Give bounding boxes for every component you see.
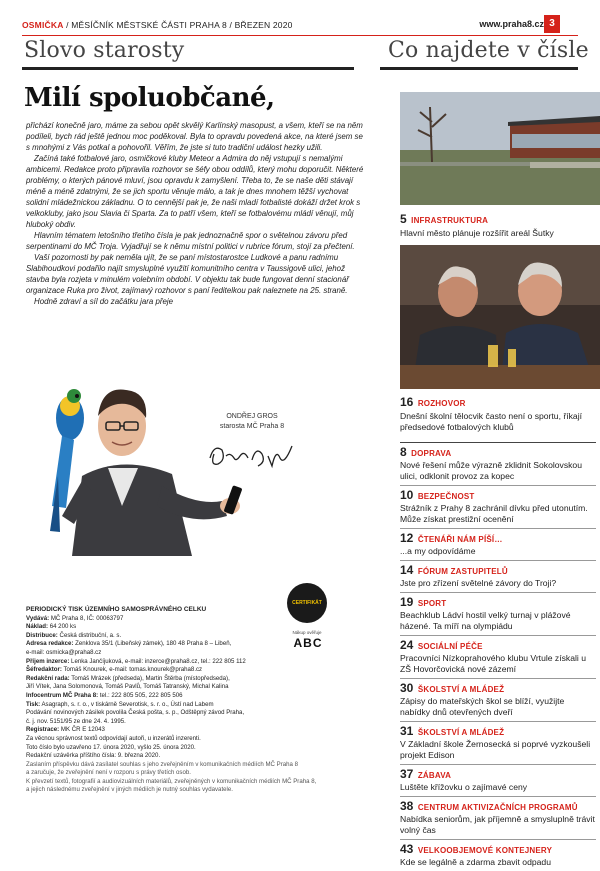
imprint-note: K převzetí textů, fotografií a audiovizuálních materiálů, zveřejněných v komunikačních médiích MČ Praha 8, — [26, 777, 317, 785]
toc-text: Beachklub Ládví hostil velký turnaj v plážové házené. Ta míří na olympiádu — [400, 610, 571, 631]
toc-item[interactable] — [400, 592, 596, 635]
page-number: 3 — [544, 15, 560, 33]
imprint-line: Distribuce: Česká distribuční, a. s. — [26, 631, 122, 639]
editorial-paragraph: Hlavním tématem letošního třetího čísla je pak jednoznačně spor o světelnou závoru před serpentinami do MČ Troja. Vyjadřují se k němu místní politici v rubrice fórum, stojí za přečtení. — [26, 231, 355, 251]
toc-text: Strážník z Prahy 8 zachránil dívku před utonutím. Může získat prestižní ocenění — [400, 503, 588, 524]
imprint-line: Příjem inzerce: Lenka Jančíjuková, e-mail: inzerce@praha8.cz, tel.: 222 805 112 — [26, 657, 246, 665]
toc-category: DOPRAVA — [411, 449, 452, 458]
toc-category: BEZPEČNOST — [417, 492, 475, 501]
featured-article[interactable] — [400, 393, 596, 433]
header-divider — [22, 35, 578, 36]
imprint-line: Adresa redakce: Zenklova 35/1 (Libeňský zámek), 180 48 Praha 8 – Libeň, — [26, 640, 232, 648]
toc-item[interactable] — [400, 839, 596, 871]
featured-page: 5 — [400, 212, 407, 226]
toc-text: Jste pro zřízení světelné závory do Troji? — [400, 578, 557, 588]
toc-page: 43 — [400, 842, 414, 856]
editorial-paragraph: Začíná také fotbalové jaro, osmičkové kluby Meteor a Admira do něj vstupují s nemalými ambicemi. Redakce proto připravila rozhovor se šéfy obou oddílů, který mohu doporučit. Některé problémy, o kterých pánové mluví, jsou opravdu k zamyšlení. Třeba to, že se naše děti stávají méně a méně zdatnými, že se jich sportu věnuje málo, a tak je dnes mnohem těžší vychovat solidní mládežnickou základnu. O to cennější pak je, že naši mladí fotbalisté dokáží držet krok s velkokluby, jako jsou Slavia či Sparta. Za to patří všem, kteří se fotbalovému mládí věnují, můj hluboký obdiv. — [26, 154, 364, 229]
sutka-photo[interactable] — [400, 92, 600, 205]
imprint-line: Za věcnou správnost textů odpovídají autoři, u inzerátů inzerenti. — [26, 734, 201, 742]
toc-item[interactable] — [400, 635, 596, 678]
featured-category: ROZHOVOR — [417, 399, 466, 408]
toc-page: 12 — [400, 531, 414, 545]
toc-text: V Základní škole Žernosecká si poprvé vyzkoušeli projekt Edison — [400, 739, 591, 760]
featured-article[interactable] — [400, 210, 596, 239]
toc-item[interactable] — [400, 560, 596, 592]
toc-category: SOCIÁLNÍ PÉČE — [417, 642, 483, 651]
editorial-heading: Milí spoluobčané, — [24, 83, 275, 113]
toc-category: ZÁBAVA — [417, 771, 452, 780]
imprint-line: Tisk: Asagraph, s. r. o., v tiskárně Severotisk, s. r. o., Ústí nad Labem — [26, 700, 214, 708]
toc-page: 37 — [400, 767, 414, 781]
toc-page: 38 — [400, 799, 414, 813]
toc-category: ŠKOLSTVÍ A MLÁDEŽ — [417, 728, 505, 737]
imprint-note: Zaslaním příspěvku dává zasílatel souhlas s jeho zveřejněním v komunikačních médiích MČ Praha 8 — [26, 760, 298, 768]
toc-text: ...a my odpovídáme — [400, 546, 476, 556]
imprint-line: Toto číslo bylo uzavřeno 17. února 2020, vyšlo 25. února 2020. — [26, 743, 196, 751]
featured-text: Hlavní město plánuje rozšířit areál Šutky — [400, 228, 554, 238]
toc-page: 10 — [400, 488, 414, 502]
toc-category: FÓRUM ZASTUPITELŮ — [417, 567, 508, 576]
toc-page: 14 — [400, 563, 414, 577]
certificate-badge: CERTIFIKÁT — [287, 583, 327, 623]
imprint-line: Redakční rada: Tomáš Mrázek (předseda), Martin Štěrba (místopředseda), — [26, 674, 230, 682]
toc-text: Nabídka seniorům, jak příjemně a smysluplně trávit volný čas — [400, 814, 595, 835]
toc-text: Kde se legálně a zdarma zbavit odpadu — [400, 857, 551, 867]
imprint-line: Infocentrum MČ Praha 8: tel.: 222 805 505, 222 805 506 — [26, 691, 183, 699]
imprint-line: Podávání novinových zásilek povolila Česká pošta, s. p., Odštěpný závod Praha, — [26, 709, 245, 717]
toc-page: 24 — [400, 638, 414, 652]
left-section-title: Slovo starosty — [24, 38, 185, 63]
mayor-signature-block — [202, 412, 302, 432]
editorial-body — [26, 120, 366, 307]
website-link[interactable]: www.praha8.cz — [479, 19, 544, 29]
masthead-subtitle: / MĚSÍČNÍK MĚSTSKÉ ČÁSTI PRAHA 8 / BŘEZEN 2020 — [63, 20, 293, 30]
abc-logo: ABC — [293, 636, 323, 650]
featured-page: 16 — [400, 395, 414, 409]
toc-item[interactable] — [400, 485, 596, 528]
imprint-note: a zaručuje, že zveřejnění není v rozporu s právy třetích osob. — [26, 769, 191, 777]
imprint-title: PERIODICKÝ TISK ÚZEMNÍHO SAMOSPRÁVNÉHO CELKU — [26, 606, 207, 613]
toc-page: 19 — [400, 595, 414, 609]
toc-text: Nové řešení může výrazně zklidnit Sokolovskou ulici, odklonit provoz za kopec — [400, 460, 582, 481]
toc-text: Zápisy do mateřských škol se blíží, využijte nabídky dnů otevřených dveří — [400, 696, 565, 717]
football-clubs-photo[interactable] — [400, 245, 600, 389]
left-section-rule — [22, 67, 354, 70]
toc-category: ČTENÁŘI NÁM PÍŠÍ… — [417, 535, 503, 544]
editorial-paragraph: přichází konečně jaro, máme za sebou opět skvělý Karlínský masopust, a všem, kteří se na něm podíleli, bych rád ještě jednou moc poděkoval. Byla to opravdu povedená akce, na které jsem se s mnohými z Vás potkal a pohovořil. Věřím, že jste si tuto tradiční událost hezky užili. — [26, 121, 363, 152]
right-section-rule — [380, 67, 578, 70]
imprint-line: Jiří Vítek, Jana Solomonová, Tomáš Pavlů, Tomáš Tatranský, Michal Kalina — [26, 683, 229, 691]
toc-category: VELKOOBJEMOVÉ KONTEJNERY — [417, 846, 553, 855]
toc-page: 8 — [400, 445, 407, 459]
page-header — [0, 0, 600, 34]
imprint-line: Vydává: MČ Praha 8, IČ: 00063797 — [26, 614, 124, 622]
toc-page: 31 — [400, 724, 414, 738]
toc-text: Luštěte křížovku o zajímavé ceny — [400, 782, 528, 792]
imprint-line: Redakční uzávěrka příštího čísla: 9. března 2020. — [26, 752, 161, 760]
imprint-line: Náklad: 64 200 ks — [26, 623, 77, 631]
handwritten-signature — [206, 436, 298, 476]
toc-item[interactable] — [400, 796, 596, 839]
toc-item[interactable] — [400, 721, 596, 764]
mayor-name: ONDŘEJ GROS — [226, 413, 278, 420]
masthead — [22, 20, 293, 30]
imprint-note: a jejich následnému zveřejnění v jiných médiích je nutný souhlas vydavatele. — [26, 786, 233, 794]
brand-name: OSMIČKA — [22, 20, 64, 30]
mayor-role: starosta MČ Praha 8 — [219, 423, 285, 430]
toc-text: Pracovníci Nízkoprahového klubu Vrtule získali u ZŠ Hovorčovická nové zázemí — [400, 653, 586, 674]
certificate-caption: Nákup ověřuje — [292, 630, 322, 635]
editorial-paragraph: Vaší pozornosti by pak neměla ujít, že se paní místostarostce Ludkové a panu radnímu Slabihoudkovi podařilo najít smysluplné využití komunitního centra v Taussigově ulici, jehož stavba byla rozjeta v minulém volebním období. V objektu tak bude fungovat denní stacionář organizace Ruka pro život, zajímavý rozhovor s paní ředitelkou pak naleznete na 25. straně. — [26, 253, 349, 295]
toc-category: SPORT — [417, 599, 447, 608]
toc-item[interactable] — [400, 528, 596, 560]
right-section-title: Co najdete v čísle — [388, 38, 589, 63]
imprint-line: č. j. nov. 5151/95 ze dne 24. 4. 1995. — [26, 717, 126, 725]
editorial-paragraph: Hodně zdraví a síl do začátku jara přeje — [34, 297, 174, 306]
featured-category: INFRASTRUKTURA — [411, 216, 489, 225]
imprint-line: Registrace: MK ČR E 12043 — [26, 726, 105, 734]
table-of-contents — [400, 442, 596, 871]
toc-item[interactable] — [400, 442, 596, 485]
toc-page: 30 — [400, 681, 414, 695]
imprint-line: e-mail: osmicka@praha8.cz — [26, 648, 102, 656]
toc-category: ŠKOLSTVÍ A MLÁDEŽ — [417, 685, 505, 694]
toc-item[interactable] — [400, 678, 596, 721]
imprint — [26, 606, 356, 795]
featured-text: Dnešní školní tělocvik často není o sportu, říkají předsedové fotbalových klubů — [400, 411, 582, 432]
toc-category: CENTRUM AKTIVIZAČNÍCH PROGRAMŮ — [417, 803, 578, 812]
toc-item[interactable] — [400, 764, 596, 796]
imprint-line: Šéfredaktor: Tomáš Knourek, e-mail: tomas.knourek@praha8.cz — [26, 666, 203, 674]
